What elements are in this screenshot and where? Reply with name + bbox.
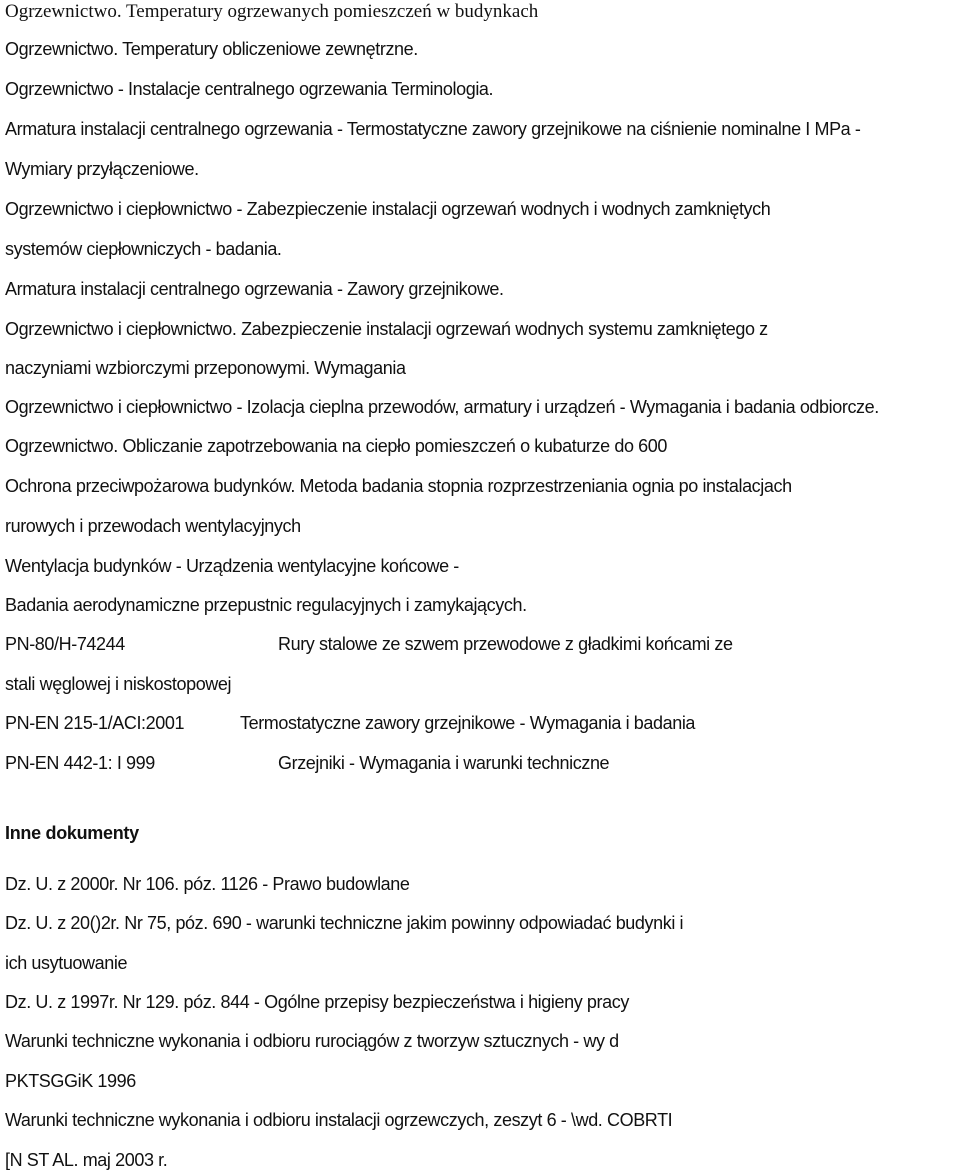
standard-title: Grzejniki - Wymagania i warunki techniczne <box>278 753 610 773</box>
standard-line: rurowych i przewodach wentylacyjnych <box>5 516 301 536</box>
standard-line: Wentylacja budynków - Urządzenia wentylacyjne końcowe - <box>5 556 459 576</box>
standard-line: Ogrzewnictwo. Obliczanie zapotrzebowania na ciepło pomieszczeń o kubaturze do 600 <box>5 436 667 456</box>
standard-line: naczyniami wzbiorczymi przeponowymi. Wymagania <box>5 358 406 378</box>
standard-line: Armatura instalacji centralnego ogrzewania - Termostatyczne zawory grzejnikowe na ciśnienie nominalne I MPa - <box>5 119 861 139</box>
standard-code: PN-EN 442-1: I 999 <box>5 753 155 773</box>
document-line: [N ST AL. maj 2003 r. <box>5 1150 168 1170</box>
standard-line: Ogrzewnictwo i ciepłownictwo - Izolacja cieplna przewodów, armatury i urządzeń - Wymagania i badania odbiorcze. <box>5 397 879 417</box>
document-line: Dz. U. z 20()2r. Nr 75, póz. 690 - warunki techniczne jakim powinny odpowiadać budynki i <box>5 913 684 933</box>
standard-title: Termostatyczne zawory grzejnikowe - Wymagania i badania <box>240 713 696 733</box>
standard-line: Ogrzewnictwo i ciepłownictwo. Zabezpieczenie instalacji ogrzewań wodnych systemu zamkniętego z <box>5 319 768 339</box>
document-line: Warunki techniczne wykonania i odbioru rurociągów z tworzyw sztucznych - wy d <box>5 1031 619 1051</box>
standard-line: Ogrzewnictwo i ciepłownictwo - Zabezpieczenie instalacji ogrzewań wodnych i wodnych zamkniętych <box>5 199 771 219</box>
standard-line: Ogrzewnictwo. Temperatury obliczeniowe zewnętrzne. <box>5 39 418 59</box>
standard-title: Rury stalowe ze szwem przewodowe z gładkimi końcami ze <box>278 634 733 654</box>
section-heading: Inne dokumenty <box>5 823 139 843</box>
standard-code: PN-EN 215-1/ACI:2001 <box>5 713 185 733</box>
standard-code: PN-80/H-74244 <box>5 634 125 654</box>
standard-line: Ogrzewnictwo - Instalacje centralnego ogrzewania Terminologia. <box>5 79 494 99</box>
standard-line: Wymiary przyłączeniowe. <box>5 159 199 179</box>
document-line: Warunki techniczne wykonania i odbioru instalacji ogrzewczych, zeszyt 6 - \wd. COBRTI <box>5 1110 673 1130</box>
document-line: PKTSGGiK 1996 <box>5 1071 136 1091</box>
standard-line: Ochrona przeciwpożarowa budynków. Metoda badania stopnia rozprzestrzeniania ognia po instalacjach <box>5 476 792 496</box>
document-line: ich usytuowanie <box>5 953 128 973</box>
standard-line: Badania aerodynamiczne przepustnic regulacyjnych i zamykających. <box>5 595 527 615</box>
standard-line: Ogrzewnictwo. Temperatury ogrzewanych pomieszczeń w budynkach <box>5 1 539 22</box>
document-line: Dz. U. z 1997r. Nr 129. póz. 844 - Ogólne przepisy bezpieczeństwa i higieny pracy <box>5 992 629 1012</box>
document-line: Dz. U. z 2000r. Nr 106. póz. 1126 - Prawo budowlane <box>5 874 410 894</box>
standard-line: systemów ciepłowniczych - badania. <box>5 239 282 259</box>
standard-line: Armatura instalacji centralnego ogrzewania - Zawory grzejnikowe. <box>5 279 504 299</box>
standard-title-continuation: stali węglowej i niskostopowej <box>5 674 232 694</box>
